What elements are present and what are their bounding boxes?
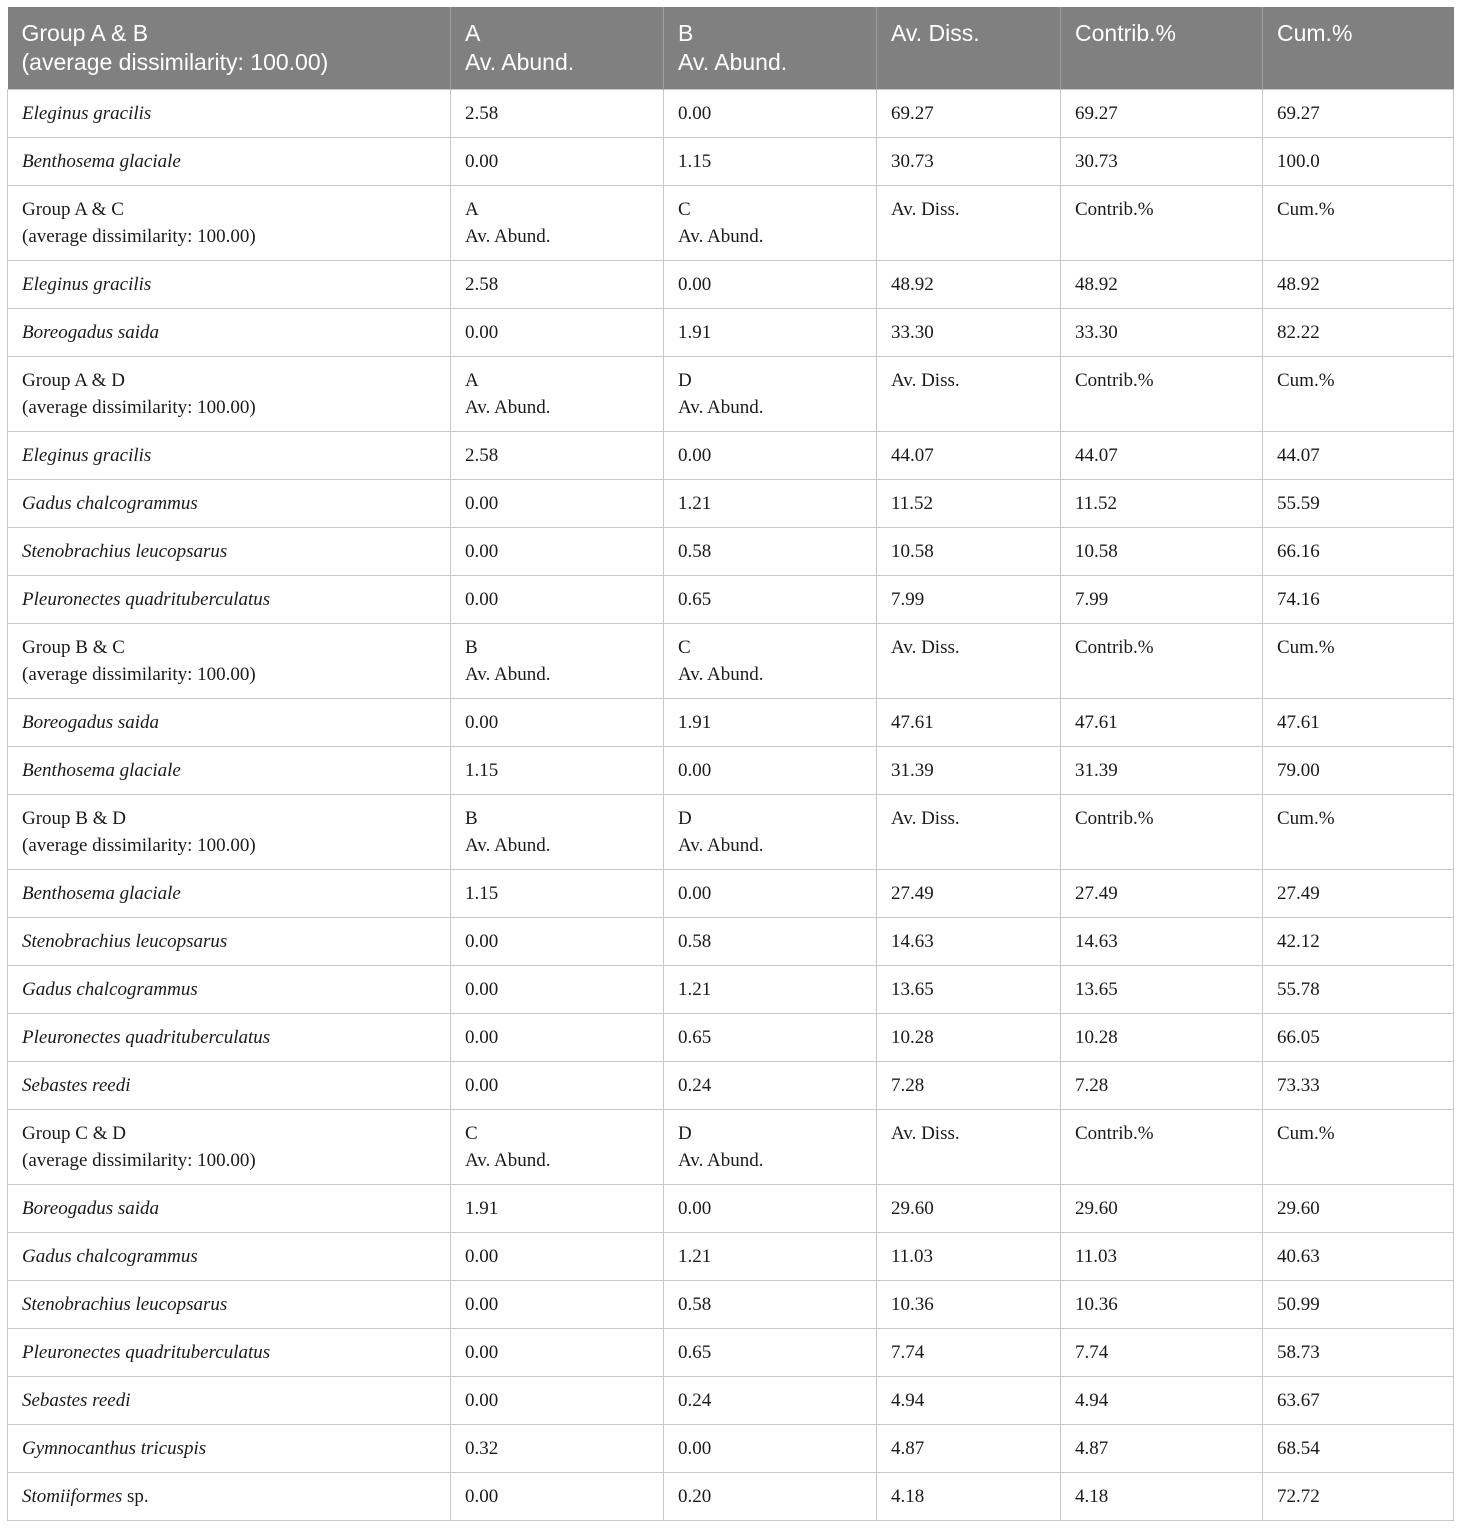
subheader-cumulative-percent: Cum.% bbox=[1263, 795, 1454, 870]
subheader-first-group-abundance: C Av. Abund. bbox=[451, 1110, 664, 1185]
table-row bbox=[8, 1473, 1454, 1521]
cell-first-group-abundance: 0.00 bbox=[451, 1377, 664, 1425]
cell-average-dissimilarity: 4.87 bbox=[877, 1425, 1061, 1473]
cell-average-dissimilarity: 10.28 bbox=[877, 1014, 1061, 1062]
cell-average-dissimilarity: 7.28 bbox=[877, 1062, 1061, 1110]
cell-cumulative-percent: 82.22 bbox=[1263, 309, 1454, 357]
cell-contribution-percent: 14.63 bbox=[1061, 918, 1263, 966]
cell-species: Gadus chalcogrammus bbox=[8, 1233, 451, 1281]
cell-average-dissimilarity: 10.58 bbox=[877, 528, 1061, 576]
cell-second-group-abundance: 0.00 bbox=[664, 261, 877, 309]
cell-contribution-percent: 7.99 bbox=[1061, 576, 1263, 624]
cell-cumulative-percent: 74.16 bbox=[1263, 576, 1454, 624]
cell-second-group-abundance: 0.65 bbox=[664, 1329, 877, 1377]
table-row bbox=[8, 432, 1454, 480]
cell-cumulative-percent: 73.33 bbox=[1263, 1062, 1454, 1110]
group-subheader-row bbox=[8, 1110, 1454, 1185]
table-row bbox=[8, 699, 1454, 747]
cell-cumulative-percent: 50.99 bbox=[1263, 1281, 1454, 1329]
cell-second-group-abundance: 0.24 bbox=[664, 1377, 877, 1425]
cell-second-group-abundance: 1.15 bbox=[664, 138, 877, 186]
cell-contribution-percent: 30.73 bbox=[1061, 138, 1263, 186]
cell-average-dissimilarity: 4.94 bbox=[877, 1377, 1061, 1425]
cell-first-group-abundance: 0.00 bbox=[451, 918, 664, 966]
cell-species: Pleuronectes quadrituberculatus bbox=[8, 576, 451, 624]
cell-species: Eleginus gracilis bbox=[8, 261, 451, 309]
cell-second-group-abundance: 0.24 bbox=[664, 1062, 877, 1110]
cell-average-dissimilarity: 31.39 bbox=[877, 747, 1061, 795]
cell-species: Gadus chalcogrammus bbox=[8, 480, 451, 528]
cell-second-group-abundance: 1.21 bbox=[664, 1233, 877, 1281]
cell-average-dissimilarity: 4.18 bbox=[877, 1473, 1061, 1521]
subheader-group-comparison: Group B & D (average dissimilarity: 100.00) bbox=[8, 795, 451, 870]
subheader-cumulative-percent: Cum.% bbox=[1263, 186, 1454, 261]
cell-first-group-abundance: 0.00 bbox=[451, 966, 664, 1014]
species-suffix: sp. bbox=[122, 1486, 149, 1507]
cell-cumulative-percent: 63.67 bbox=[1263, 1377, 1454, 1425]
group-subheader-row bbox=[8, 624, 1454, 699]
table-row bbox=[8, 1281, 1454, 1329]
cell-species: Boreogadus saida bbox=[8, 699, 451, 747]
table-row bbox=[8, 1233, 1454, 1281]
cell-average-dissimilarity: 29.60 bbox=[877, 1185, 1061, 1233]
cell-contribution-percent: 10.58 bbox=[1061, 528, 1263, 576]
cell-second-group-abundance: 0.58 bbox=[664, 1281, 877, 1329]
cell-contribution-percent: 4.87 bbox=[1061, 1425, 1263, 1473]
table-row bbox=[8, 1062, 1454, 1110]
cell-species: Boreogadus saida bbox=[8, 1185, 451, 1233]
cell-cumulative-percent: 48.92 bbox=[1263, 261, 1454, 309]
subheader-contribution-percent: Contrib.% bbox=[1061, 1110, 1263, 1185]
table-row bbox=[8, 309, 1454, 357]
cell-second-group-abundance: 0.00 bbox=[664, 747, 877, 795]
header-average-dissimilarity: Av. Diss. bbox=[877, 7, 1061, 90]
cell-contribution-percent: 33.30 bbox=[1061, 309, 1263, 357]
cell-species: Stenobrachius leucopsarus bbox=[8, 1281, 451, 1329]
cell-average-dissimilarity: 13.65 bbox=[877, 966, 1061, 1014]
cell-cumulative-percent: 44.07 bbox=[1263, 432, 1454, 480]
cell-species: Benthosema glaciale bbox=[8, 870, 451, 918]
cell-cumulative-percent: 40.63 bbox=[1263, 1233, 1454, 1281]
cell-contribution-percent: 29.60 bbox=[1061, 1185, 1263, 1233]
subheader-first-group-abundance: B Av. Abund. bbox=[451, 624, 664, 699]
cell-first-group-abundance: 0.00 bbox=[451, 528, 664, 576]
cell-average-dissimilarity: 27.49 bbox=[877, 870, 1061, 918]
cell-cumulative-percent: 47.61 bbox=[1263, 699, 1454, 747]
table-header bbox=[8, 7, 1454, 90]
cell-average-dissimilarity: 33.30 bbox=[877, 309, 1061, 357]
cell-contribution-percent: 10.36 bbox=[1061, 1281, 1263, 1329]
cell-cumulative-percent: 72.72 bbox=[1263, 1473, 1454, 1521]
subheader-contribution-percent: Contrib.% bbox=[1061, 186, 1263, 261]
cell-second-group-abundance: 1.91 bbox=[664, 309, 877, 357]
subheader-average-dissimilarity: Av. Diss. bbox=[877, 357, 1061, 432]
cell-species: Sebastes reedi bbox=[8, 1377, 451, 1425]
table-row bbox=[8, 1377, 1454, 1425]
cell-first-group-abundance: 0.00 bbox=[451, 309, 664, 357]
cell-second-group-abundance: 0.65 bbox=[664, 576, 877, 624]
table-row bbox=[8, 918, 1454, 966]
cell-second-group-abundance: 0.00 bbox=[664, 870, 877, 918]
table-row bbox=[8, 1329, 1454, 1377]
cell-cumulative-percent: 29.60 bbox=[1263, 1185, 1454, 1233]
cell-contribution-percent: 11.03 bbox=[1061, 1233, 1263, 1281]
cell-first-group-abundance: 0.00 bbox=[451, 138, 664, 186]
subheader-average-dissimilarity: Av. Diss. bbox=[877, 1110, 1061, 1185]
cell-cumulative-percent: 66.05 bbox=[1263, 1014, 1454, 1062]
table-row bbox=[8, 1014, 1454, 1062]
group-subheader-row bbox=[8, 186, 1454, 261]
cell-second-group-abundance: 1.91 bbox=[664, 699, 877, 747]
table-row bbox=[8, 870, 1454, 918]
cell-second-group-abundance: 0.58 bbox=[664, 918, 877, 966]
cell-first-group-abundance: 2.58 bbox=[451, 432, 664, 480]
cell-second-group-abundance: 0.20 bbox=[664, 1473, 877, 1521]
cell-contribution-percent: 48.92 bbox=[1061, 261, 1263, 309]
subheader-group-comparison: Group B & C (average dissimilarity: 100.00) bbox=[8, 624, 451, 699]
cell-species: Boreogadus saida bbox=[8, 309, 451, 357]
cell-first-group-abundance: 2.58 bbox=[451, 261, 664, 309]
subheader-average-dissimilarity: Av. Diss. bbox=[877, 624, 1061, 699]
cell-first-group-abundance: 0.00 bbox=[451, 699, 664, 747]
group-subheader-row bbox=[8, 357, 1454, 432]
table-row bbox=[8, 90, 1454, 138]
subheader-cumulative-percent: Cum.% bbox=[1263, 1110, 1454, 1185]
subheader-cumulative-percent: Cum.% bbox=[1263, 357, 1454, 432]
cell-average-dissimilarity: 7.74 bbox=[877, 1329, 1061, 1377]
subheader-first-group-abundance: A Av. Abund. bbox=[451, 186, 664, 261]
simper-table-container bbox=[7, 7, 1453, 1521]
cell-contribution-percent: 27.49 bbox=[1061, 870, 1263, 918]
cell-cumulative-percent: 79.00 bbox=[1263, 747, 1454, 795]
cell-contribution-percent: 4.94 bbox=[1061, 1377, 1263, 1425]
cell-contribution-percent: 4.18 bbox=[1061, 1473, 1263, 1521]
cell-species: Pleuronectes quadrituberculatus bbox=[8, 1014, 451, 1062]
cell-cumulative-percent: 69.27 bbox=[1263, 90, 1454, 138]
cell-contribution-percent: 7.74 bbox=[1061, 1329, 1263, 1377]
cell-second-group-abundance: 1.21 bbox=[664, 966, 877, 1014]
cell-average-dissimilarity: 10.36 bbox=[877, 1281, 1061, 1329]
cell-cumulative-percent: 68.54 bbox=[1263, 1425, 1454, 1473]
cell-cumulative-percent: 58.73 bbox=[1263, 1329, 1454, 1377]
cell-contribution-percent: 11.52 bbox=[1061, 480, 1263, 528]
cell-contribution-percent: 31.39 bbox=[1061, 747, 1263, 795]
cell-species: Eleginus gracilis bbox=[8, 432, 451, 480]
cell-contribution-percent: 13.65 bbox=[1061, 966, 1263, 1014]
table-row bbox=[8, 138, 1454, 186]
table-row bbox=[8, 966, 1454, 1014]
subheader-contribution-percent: Contrib.% bbox=[1061, 624, 1263, 699]
cell-first-group-abundance: 0.00 bbox=[451, 1233, 664, 1281]
cell-first-group-abundance: 0.32 bbox=[451, 1425, 664, 1473]
cell-species: Benthosema glaciale bbox=[8, 138, 451, 186]
cell-second-group-abundance: 0.00 bbox=[664, 90, 877, 138]
subheader-group-comparison: Group C & D (average dissimilarity: 100.00) bbox=[8, 1110, 451, 1185]
cell-contribution-percent: 7.28 bbox=[1061, 1062, 1263, 1110]
subheader-second-group-abundance: C Av. Abund. bbox=[664, 624, 877, 699]
subheader-second-group-abundance: D Av. Abund. bbox=[664, 357, 877, 432]
cell-average-dissimilarity: 44.07 bbox=[877, 432, 1061, 480]
cell-species: Stenobrachius leucopsarus bbox=[8, 918, 451, 966]
subheader-cumulative-percent: Cum.% bbox=[1263, 624, 1454, 699]
subheader-group-comparison: Group A & D (average dissimilarity: 100.00) bbox=[8, 357, 451, 432]
simper-dissimilarity-table bbox=[7, 7, 1454, 1521]
cell-first-group-abundance: 1.15 bbox=[451, 747, 664, 795]
header-contribution-percent: Contrib.% bbox=[1061, 7, 1263, 90]
cell-average-dissimilarity: 11.52 bbox=[877, 480, 1061, 528]
cell-second-group-abundance: 0.00 bbox=[664, 1185, 877, 1233]
cell-contribution-percent: 69.27 bbox=[1061, 90, 1263, 138]
table-row bbox=[8, 528, 1454, 576]
cell-contribution-percent: 47.61 bbox=[1061, 699, 1263, 747]
subheader-average-dissimilarity: Av. Diss. bbox=[877, 186, 1061, 261]
cell-first-group-abundance: 2.58 bbox=[451, 90, 664, 138]
table-row bbox=[8, 480, 1454, 528]
table-row bbox=[8, 261, 1454, 309]
cell-cumulative-percent: 100.0 bbox=[1263, 138, 1454, 186]
cell-cumulative-percent: 27.49 bbox=[1263, 870, 1454, 918]
cell-species: Stenobrachius leucopsarus bbox=[8, 528, 451, 576]
cell-first-group-abundance: 0.00 bbox=[451, 1062, 664, 1110]
header-first-group-abundance: A Av. Abund. bbox=[451, 7, 664, 90]
cell-first-group-abundance: 0.00 bbox=[451, 576, 664, 624]
subheader-second-group-abundance: D Av. Abund. bbox=[664, 1110, 877, 1185]
subheader-second-group-abundance: D Av. Abund. bbox=[664, 795, 877, 870]
table-body bbox=[8, 90, 1454, 1521]
cell-species: Gymnocanthus tricuspis bbox=[8, 1425, 451, 1473]
cell-cumulative-percent: 66.16 bbox=[1263, 528, 1454, 576]
subheader-average-dissimilarity: Av. Diss. bbox=[877, 795, 1061, 870]
subheader-contribution-percent: Contrib.% bbox=[1061, 357, 1263, 432]
cell-contribution-percent: 10.28 bbox=[1061, 1014, 1263, 1062]
table-row bbox=[8, 747, 1454, 795]
cell-average-dissimilarity: 48.92 bbox=[877, 261, 1061, 309]
cell-first-group-abundance: 0.00 bbox=[451, 1329, 664, 1377]
table-row bbox=[8, 1185, 1454, 1233]
cell-species: Pleuronectes quadrituberculatus bbox=[8, 1329, 451, 1377]
subheader-contribution-percent: Contrib.% bbox=[1061, 795, 1263, 870]
cell-species: Stomiiformes sp. bbox=[8, 1473, 451, 1521]
header-second-group-abundance: B Av. Abund. bbox=[664, 7, 877, 90]
cell-first-group-abundance: 0.00 bbox=[451, 1014, 664, 1062]
cell-first-group-abundance: 0.00 bbox=[451, 1281, 664, 1329]
subheader-second-group-abundance: C Av. Abund. bbox=[664, 186, 877, 261]
subheader-group-comparison: Group A & C (average dissimilarity: 100.00) bbox=[8, 186, 451, 261]
cell-average-dissimilarity: 14.63 bbox=[877, 918, 1061, 966]
cell-species: Gadus chalcogrammus bbox=[8, 966, 451, 1014]
subheader-first-group-abundance: B Av. Abund. bbox=[451, 795, 664, 870]
cell-cumulative-percent: 55.59 bbox=[1263, 480, 1454, 528]
cell-first-group-abundance: 0.00 bbox=[451, 1473, 664, 1521]
table-row bbox=[8, 1425, 1454, 1473]
group-subheader-row bbox=[8, 795, 1454, 870]
cell-first-group-abundance: 0.00 bbox=[451, 480, 664, 528]
subheader-first-group-abundance: A Av. Abund. bbox=[451, 357, 664, 432]
header-cumulative-percent: Cum.% bbox=[1263, 7, 1454, 90]
cell-contribution-percent: 44.07 bbox=[1061, 432, 1263, 480]
cell-average-dissimilarity: 30.73 bbox=[877, 138, 1061, 186]
cell-second-group-abundance: 0.00 bbox=[664, 1425, 877, 1473]
cell-average-dissimilarity: 47.61 bbox=[877, 699, 1061, 747]
cell-cumulative-percent: 55.78 bbox=[1263, 966, 1454, 1014]
cell-first-group-abundance: 1.91 bbox=[451, 1185, 664, 1233]
header-row bbox=[8, 7, 1454, 90]
cell-average-dissimilarity: 69.27 bbox=[877, 90, 1061, 138]
cell-species: Sebastes reedi bbox=[8, 1062, 451, 1110]
cell-first-group-abundance: 1.15 bbox=[451, 870, 664, 918]
cell-average-dissimilarity: 7.99 bbox=[877, 576, 1061, 624]
table-row bbox=[8, 576, 1454, 624]
header-group-comparison: Group A & B (average dissimilarity: 100.00) bbox=[8, 7, 451, 90]
cell-cumulative-percent: 42.12 bbox=[1263, 918, 1454, 966]
cell-second-group-abundance: 1.21 bbox=[664, 480, 877, 528]
cell-second-group-abundance: 0.65 bbox=[664, 1014, 877, 1062]
cell-second-group-abundance: 0.00 bbox=[664, 432, 877, 480]
cell-second-group-abundance: 0.58 bbox=[664, 528, 877, 576]
cell-species: Eleginus gracilis bbox=[8, 90, 451, 138]
cell-average-dissimilarity: 11.03 bbox=[877, 1233, 1061, 1281]
cell-species: Benthosema glaciale bbox=[8, 747, 451, 795]
